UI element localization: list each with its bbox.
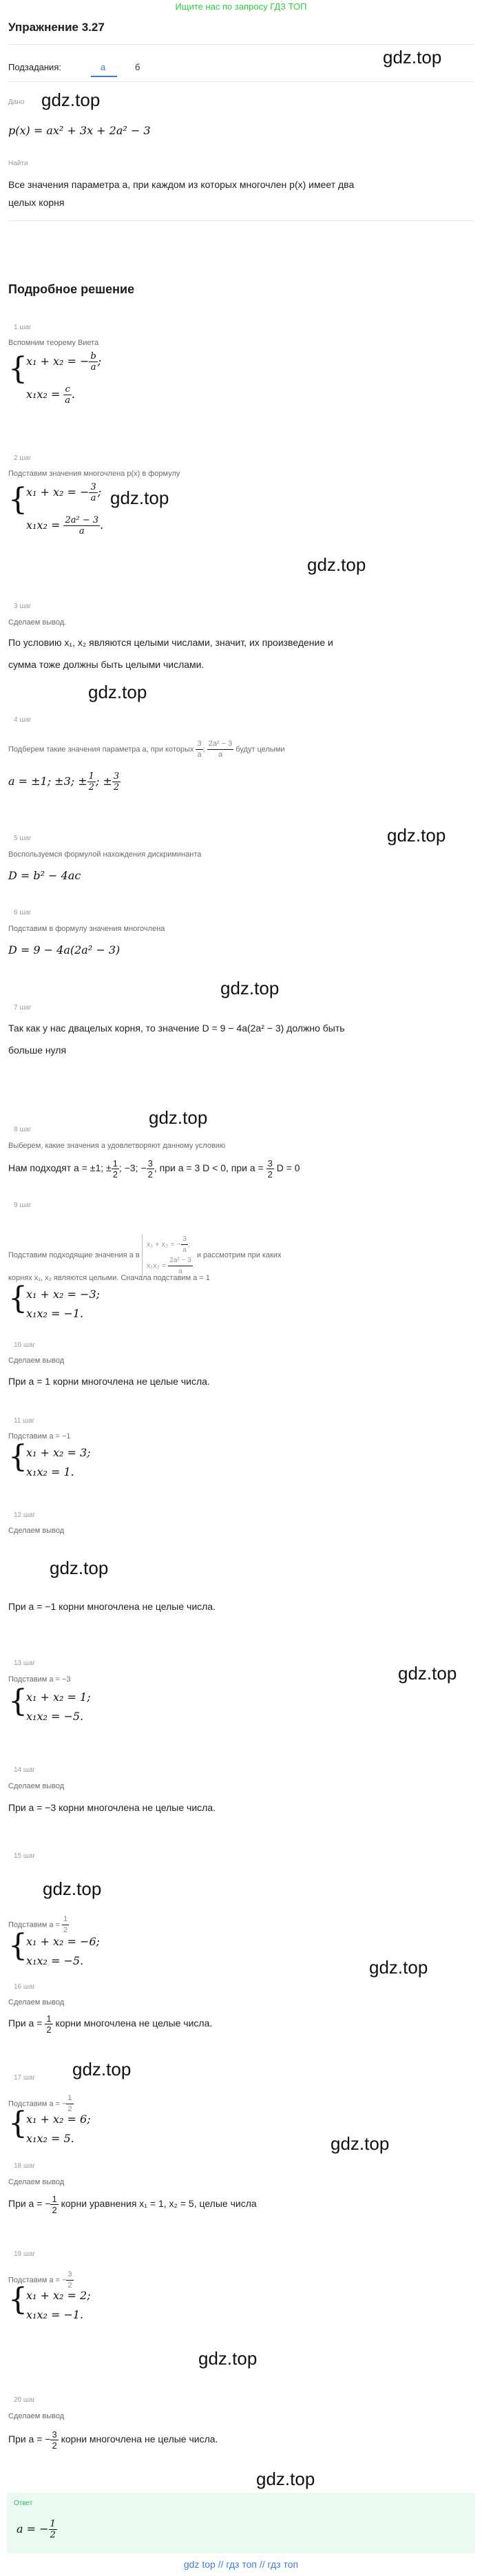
vieta-eq1: x₁ + x₂ = − $\frac{b}{a}$ ; <box>26 351 102 373</box>
answer-label: Ответ <box>14 2500 33 2507</box>
tab-b[interactable]: б <box>135 62 140 72</box>
step-text: При a = − $\frac{3}{2}$ корни многочлена не целые числа. <box>8 2429 218 2451</box>
step-text: Нам подходят a = ±1; ± $\frac{1}{2}$ ; −3; − $\frac{3}{2}$ , при a = 3 D < 0, при a = $\frac{3}{2}$ D = 0 <box>8 1158 300 1180</box>
step-label: 1 шаг <box>14 324 32 331</box>
system-eq1: x₁ + x₂ = −3; <box>26 1288 101 1301</box>
step-hint: Подставим a = −1 <box>8 1432 71 1441</box>
brace-icon: { <box>8 1928 28 1963</box>
step-hint: Подставим в формулу значения многочлена <box>8 925 165 933</box>
step-text: При a = −1 корни многочлена не целые числа. <box>8 1601 216 1612</box>
step-label: 18 шаг <box>14 2162 36 2170</box>
system-eq2: x₁x₂ = −1. <box>26 1307 84 1320</box>
watermark: gdz.top <box>149 1107 208 1128</box>
section-divider <box>8 220 474 221</box>
footer-links[interactable]: gdz top // гдз топ // гдз топ <box>183 2559 299 2570</box>
step-label: 11 шаг <box>14 1417 35 1425</box>
tabs-divider <box>8 81 474 82</box>
given-label: Дано <box>8 98 25 106</box>
step-label: 7 шаг <box>14 1004 32 1012</box>
brace-icon: { <box>8 1684 28 1719</box>
watermark: gdz.top <box>383 47 442 67</box>
step-hint: Подставим a = − $\frac{1}{2}$ <box>8 2094 72 2113</box>
step-hint: Подставим подходящие значения a в x₁ + x₂ = − $\frac{3}{a}$ ; x₁x₂ = $\frac{\text{2a² − 3}}{a}$ . и рассмотрим при каких <box>8 1235 282 1275</box>
step-hint: Сделаем вывод <box>8 1527 65 1535</box>
step-label: 6 шаг <box>14 909 32 917</box>
step-hint: Подберем такие значения параметра a, при которых $\frac{3}{a}$ ; $\frac{\text{2a² − 3}}{a}$ будут целыми <box>8 740 285 759</box>
step-label: 5 шаг <box>14 835 32 842</box>
step-text: При a = −3 корни многочлена не целые числа. <box>8 1802 216 1813</box>
step-hint: Вспомним теорему Виета <box>8 339 99 347</box>
step-hint: корнях x₁, x₂ являются целыми. Сначала подставим a = 1 <box>8 1274 210 1282</box>
step-label: 15 шаг <box>14 1852 36 1860</box>
given-formula: p(x) = ax² + 3x + 2a² − 3 <box>8 124 151 137</box>
step-text: сумма тоже должны быть целыми числами. <box>8 659 205 670</box>
step-label: 8 шаг <box>14 1126 32 1133</box>
step-label: 10 шаг <box>14 1341 36 1349</box>
solution-title: Подробное решение <box>8 282 135 296</box>
step-label: 2 шаг <box>14 454 32 462</box>
step-hint: Подставим a = $\frac{1}{2}$ <box>8 1915 68 1934</box>
step-text: При a = − $\frac{1}{2}$ корни уравнения x₁ = 1, x₂ = 5, целые числа <box>8 2194 257 2215</box>
system-eq2: x₁x₂ = −5. <box>26 1710 84 1723</box>
step-text: Так как у нас двацелых корня, то значение D = 9 − 4a(2a² − 3) должно быть <box>8 1023 345 1034</box>
step-label: 20 шаг <box>14 2396 36 2404</box>
step-label: 12 шаг <box>14 1511 36 1519</box>
watermark: gdz.top <box>331 2133 390 2154</box>
step-label: 17 шаг <box>14 2074 36 2082</box>
step-hint: Сделаем вывод <box>8 2178 65 2186</box>
step-hint: Воспользуемся формулой нахождения дискриминанта <box>8 850 202 859</box>
step-hint: Выберем, какие значения a удовлетворяют данному условию <box>8 1142 226 1150</box>
answer-box <box>7 2493 475 2553</box>
step-label: 14 шаг <box>14 1766 36 1774</box>
watermark: gdz.top <box>398 1663 457 1684</box>
step-text: больше нуля <box>8 1045 67 1056</box>
step-label: 9 шаг <box>14 1202 32 1209</box>
step-label: 3 шаг <box>14 603 32 610</box>
sub-eq2: x₁x₂ = $\frac{\text{2a² − 3}}{a}$ . <box>26 515 104 536</box>
discriminant-substituted: D = 9 − 4a(2a² − 3) <box>8 943 120 956</box>
brace-icon: { <box>8 2282 28 2317</box>
step-text: При a = $\frac{1}{2}$ корни многочлена не целые числа. <box>8 2013 213 2035</box>
step-label: 4 шаг <box>14 716 32 724</box>
system-eq2: x₁x₂ = 1. <box>26 1465 74 1478</box>
step-hint: Сделаем вывод <box>8 2412 65 2420</box>
brace-icon: { <box>8 482 28 517</box>
header-divider <box>8 44 474 45</box>
step-label: 16 шаг <box>14 1983 36 1991</box>
step-hint: Подставим a = −3 <box>8 1675 71 1684</box>
watermark: gdz.top <box>220 978 280 998</box>
watermark: gdz.top <box>307 554 366 575</box>
watermark: gdz.top <box>88 682 147 702</box>
step-hint: Подставим a = − $\frac{3}{2}$ <box>8 2270 72 2290</box>
answer-value: a = − $\frac{1}{2}$ <box>17 2519 56 2540</box>
step-hint: Сделаем вывод <box>8 1782 65 1790</box>
find-text-line2: целых корня <box>8 197 65 208</box>
find-label: Найти <box>8 160 28 167</box>
brace-icon: { <box>8 351 28 386</box>
system-eq1: x₁ + x₂ = 1; <box>26 1690 91 1704</box>
sub-eq1: x₁ + x₂ = − $\frac{3}{a}$ ; <box>26 482 102 503</box>
tab-a-underline <box>91 76 117 77</box>
step-label: 19 шаг <box>14 2250 36 2258</box>
step-result: a = ±1; ±3; ± $\frac{1}{2}$ ; ± $\frac{3}{2}$ <box>8 771 120 793</box>
exercise-title: Упражнение 3.27 <box>8 21 105 34</box>
find-text-line1: Все значения параметра a, при каждом из которых многочлен p(x) имеет два <box>8 179 355 190</box>
brace-icon: { <box>8 1281 28 1316</box>
vieta-eq2: x₁x₂ = $\frac{c}{a}$ . <box>26 384 75 406</box>
step-text: При a = 1 корни многочлена не целые числа. <box>8 1376 210 1387</box>
watermark: gdz.top <box>369 1957 428 1978</box>
watermark: gdz.top <box>256 2469 315 2489</box>
discriminant-formula: D = b² − 4ac <box>8 869 81 882</box>
system-eq1: x₁ + x₂ = −6; <box>26 1935 101 1948</box>
mini-system: x₁ + x₂ = − $\frac{3}{a}$ ; x₁x₂ = $\frac{\text{2a² − 3}}{a}$ . <box>142 1234 195 1277</box>
step-hint: Сделаем вывод <box>8 1998 65 2007</box>
brace-icon: { <box>8 2106 28 2141</box>
watermark: gdz.top <box>72 2059 132 2080</box>
watermark: gdz.top <box>41 90 101 110</box>
watermark: gdz.top <box>198 2348 258 2369</box>
subtasks-label: Подзадания: <box>8 62 61 72</box>
step-text: По условию x₁, x₂ являются целыми числами, значит, их произведение и <box>8 637 333 648</box>
watermark: gdz.top <box>387 825 446 846</box>
watermark: gdz.top <box>43 1878 102 1899</box>
system-eq2: x₁x₂ = 5. <box>26 2132 74 2145</box>
tab-a[interactable]: а <box>101 62 106 72</box>
watermark: gdz.top <box>110 488 169 508</box>
system-eq1: x₁ + x₂ = 3; <box>26 1446 91 1459</box>
system-eq1: x₁ + x₂ = 6; <box>26 2113 91 2126</box>
system-eq2: x₁x₂ = −5. <box>26 1954 84 1967</box>
step-hint: Сделаем вывод <box>8 1357 65 1365</box>
top-banner[interactable]: Ищите нас по запросу ГДЗ ТОП <box>175 1 307 12</box>
step-hint: Сделаем вывод. <box>8 618 67 627</box>
system-eq1: x₁ + x₂ = 2; <box>26 2289 91 2302</box>
system-eq2: x₁x₂ = −1. <box>26 2308 84 2321</box>
watermark: gdz.top <box>50 1558 109 1578</box>
step-label: 13 шаг <box>14 1659 36 1667</box>
step-hint: Подставим значения многочлена p(x) в формулу <box>8 470 180 478</box>
brace-icon: { <box>8 1439 28 1474</box>
